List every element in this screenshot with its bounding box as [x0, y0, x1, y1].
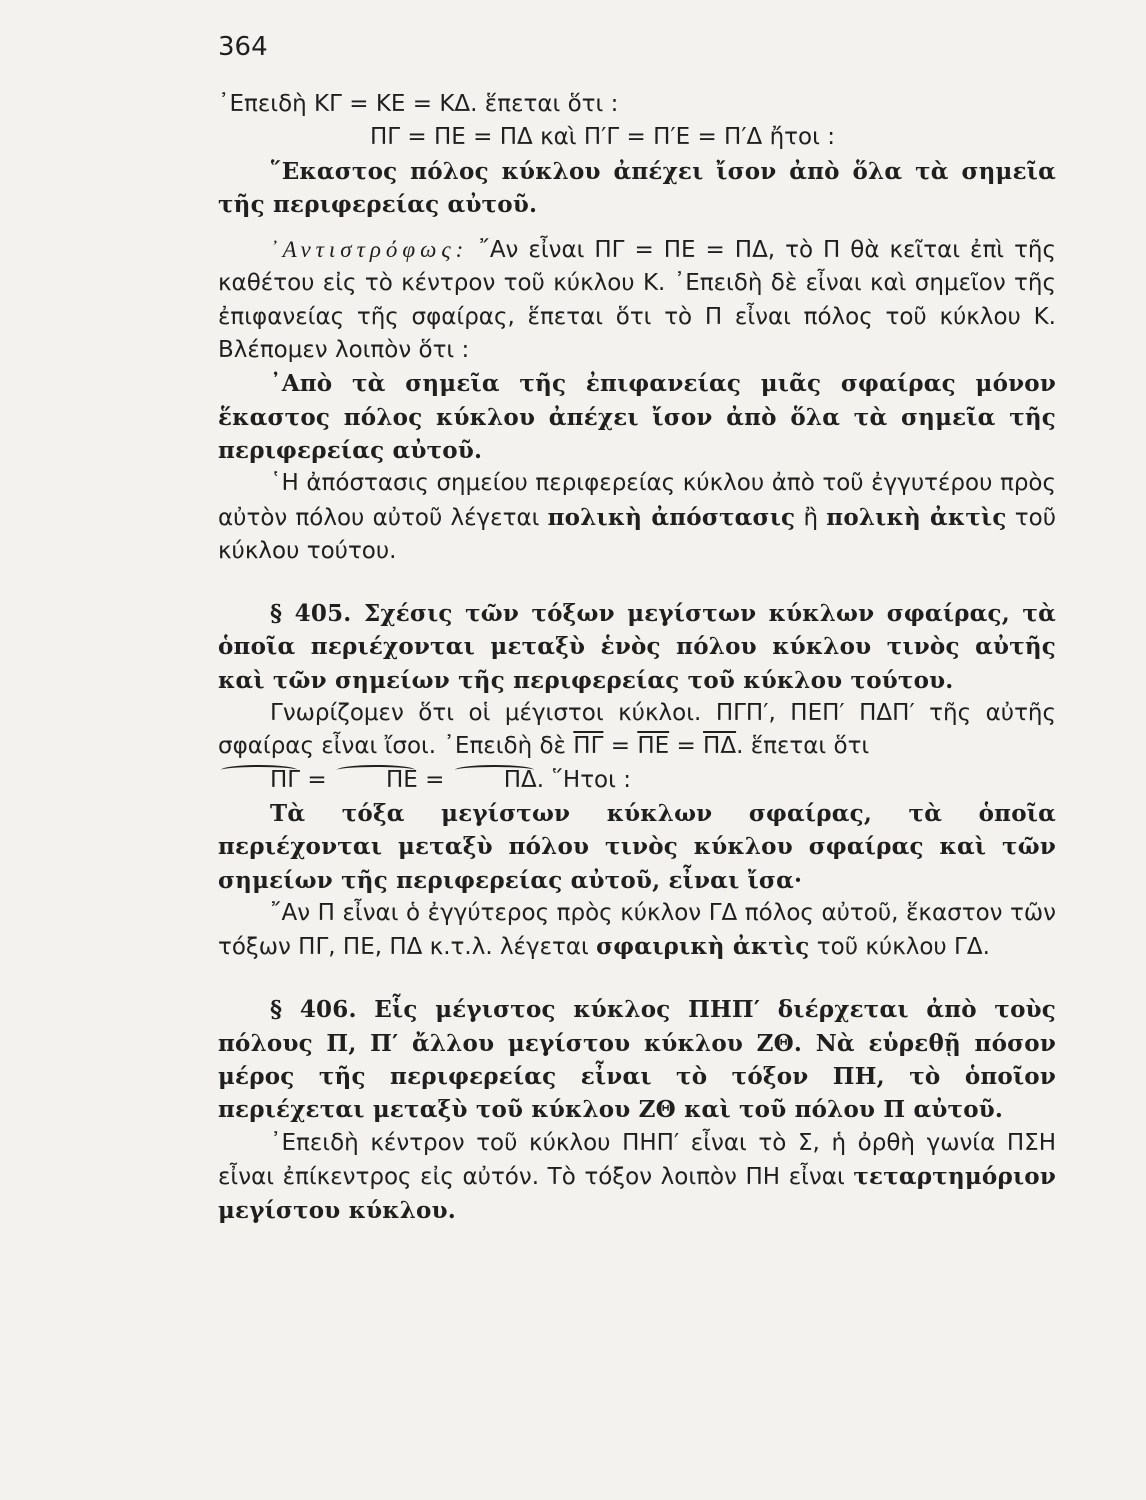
page-number: 364	[218, 32, 268, 62]
definition-paragraph	[218, 467, 1056, 568]
paragraph-1	[218, 88, 1056, 155]
equals-sign: =	[669, 733, 704, 760]
chord-label: $\overline{\Pi E}$	[637, 733, 670, 760]
equals-sign: =	[417, 766, 452, 793]
body-text: ᾿Επειδὴ κέντρον τοῦ κύκλου ΠΗΠ′ εἶναι τὸ Σ, ἡ ὀρθὴ γωνία ΠΣΗ εἶναι ἐπίκεντρος εἰς αὐτόν. Τὸ τόξον λοιπὸν ΠΗ εἶναι	[218, 1129, 1056, 1190]
section-405-body	[218, 697, 1056, 797]
text-line: ᾿Επειδὴ ΚΓ = ΚΕ = ΚΔ. ἕπεται ὅτι :	[218, 91, 619, 117]
chord-label: $\overline{\Pi\Delta}$	[703, 733, 737, 760]
theorem-statement: ῞Εκαστος πόλος κύκλου ἀπέχει ἴσον ἀπὸ ὅλα τὰ σημεῖα τῆς περιφερείας αὐτοῦ.	[218, 157, 1056, 218]
arc-label: ΠΔ	[452, 764, 537, 797]
converse-paragraph	[218, 233, 1056, 367]
arc-label: ΠΓ	[218, 764, 300, 797]
body-text: . ῞Ητοι :	[536, 766, 631, 793]
body-text: Γνωρίζομεν ὅτι οἱ μέγιστοι κύκλοι. ΠΓΠ′, ΠΕΠ′ ΠΔΠ′ τῆς αὐτῆς σφαίρας εἶναι ἴσοι. ᾿Επειδὴ δὲ	[218, 700, 1056, 760]
term-spherical-radius: σφαιρικὴ ἀκτὶς	[596, 933, 810, 961]
equals-sign: =	[603, 733, 638, 760]
arc-label: ΠΕ	[334, 764, 418, 797]
section-406-body	[218, 1127, 1056, 1229]
spherical-radius-paragraph	[218, 897, 1056, 965]
definition-text: ῾Η ἀπόστασις σημείου περιφερείας κύκλου ἀπὸ τοῦ ἐγγυτέρου πρὸς αὐτὸν πόλου αὐτοῦ λέγεται	[218, 470, 1056, 531]
section-406-heading: § 406. Εἷς μέγιστος κύκλος ΠΗΠ′ διέρχεται ἀπὸ τοὺς πόλους Π, Π′ ἄλλου μεγίστου κύκλου ΖΘ. Νὰ εὑρεθῇ πόσον μέρος τῆς περιφερείας εἶναι τὸ τόξον ΠΗ, τὸ ὁποῖον περιέχεται μεταξὺ τοῦ κύκλου ΖΘ καὶ τοῦ πόλου Π αὐτοῦ.	[218, 996, 1056, 1124]
theorem-statement-2: ᾿Απὸ τὰ σημεῖα τῆς ἐπιφανείας μιᾶς σφαίρας μόνον ἕκαστος πόλος κύκλου ἀπέχει ἴσον ἀπὸ ὅλα τὰ σημεῖα τῆς περιφερείας αὐτοῦ.	[218, 370, 1056, 464]
converse-label: ᾿Αντιστρόφως:	[270, 237, 469, 263]
chord-label: $\overline{\Pi\Gamma}$	[573, 733, 604, 760]
body-text: ῎Αν Π εἶναι ὁ ἐγγύτερος πρὸς κύκλον ΓΔ πόλος αὐτοῦ, ἕκαστον τῶν τόξων ΠΓ, ΠΕ, ΠΔ κ.τ.λ. λέγεται	[218, 899, 1056, 961]
theorem-statement-3: Τὰ τόξα μεγίστων κύκλων σφαίρας, τὰ ὁποῖα περιέχονται μεταξὺ πόλου τινὸς κύκλου σφαίρας καὶ τῶν σημείων τῆς περιφερείας αὐτοῦ, εἶναι ἴσα·	[218, 799, 1056, 894]
term-polar-distance: πολικὴ ἀπόστασις	[547, 503, 796, 531]
section-405-heading: § 405. Σχέσις τῶν τόξων μεγίστων κύκλων σφαίρας, τὰ ὁποῖα περιέχονται μεταξὺ ἑνὸς πόλου κύκλου τινὸς αὐτῆς καὶ τῶν σημείων τῆς περιφερείας τοῦ κύκλου τούτου.	[218, 600, 1056, 694]
equals-sign: =	[300, 766, 335, 793]
definition-text: ἢ	[795, 504, 827, 531]
definition-text: τοῦ κύκλου τούτου.	[218, 504, 1056, 564]
equation-line: ΠΓ = ΠΕ = ΠΔ καὶ Π′Γ = Π′Ε = Π′Δ ἤτοι :	[370, 124, 835, 151]
term-polar-radius: πολικὴ ἀκτὶς	[826, 503, 1007, 531]
page-body	[218, 88, 1056, 1229]
converse-text: ῎Αν εἶναι ΠΓ = ΠΕ = ΠΔ, τὸ Π θὰ κεῖται ἐπὶ τῆς καθέτου εἰς τὸ κέντρον τοῦ κύκλου Κ. ᾿Επειδὴ δὲ εἶναι καὶ σημεῖον τῆς ἐπιφανείας τῆς σφαίρας, ἕπεται ὅτι τὸ Π εἶναι πόλος τοῦ κύκλου Κ. Βλέπομεν λοιπὸν ὅτι :	[218, 237, 1056, 364]
conclusion-term: τεταρτημόριον μεγίστου κύκλου.	[218, 1162, 1056, 1225]
body-text: . ἕπεται ὅτι	[736, 733, 870, 760]
body-text: τοῦ κύκλου ΓΔ.	[809, 934, 990, 961]
